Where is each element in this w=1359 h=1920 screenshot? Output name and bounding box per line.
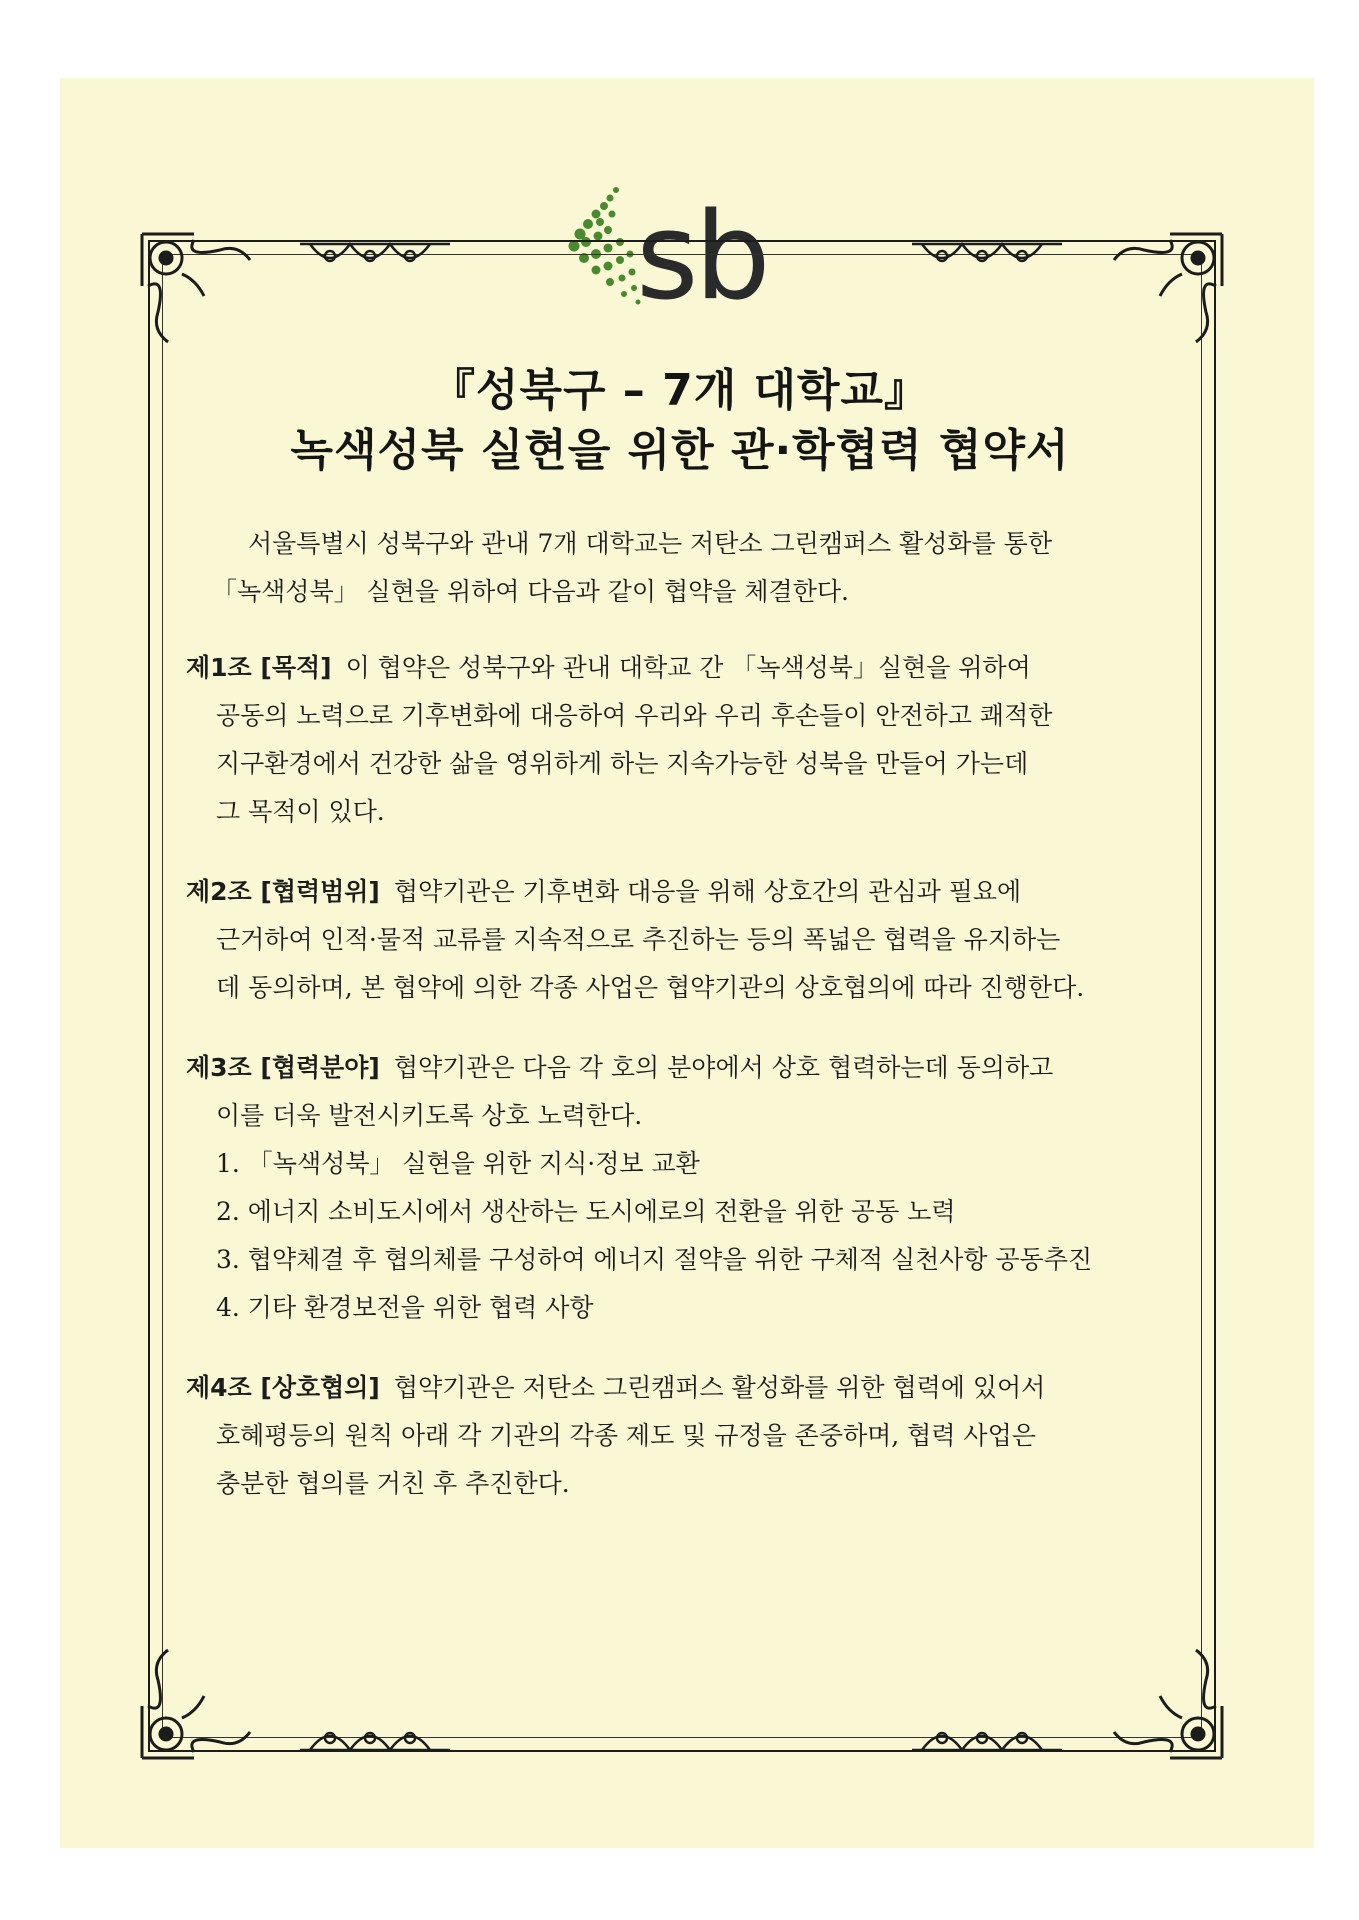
article-3: [186, 1044, 1186, 1332]
document-title-line1: 『성북구 – 7개 대학교』: [430, 365, 930, 416]
intro-line: 서울특별시 성북구와 관내 7개 대학교는 저탄소 그린캠퍼스 활성화를 통한: [248, 529, 1052, 558]
article-line: 협약기관은 저탄소 그린캠퍼스 활성화를 위한 협력에 있어서: [393, 1373, 1046, 1402]
border-knot-ornament: [912, 240, 1062, 276]
article-line: 공동의 노력으로 기후변화에 대응하여 우리와 우리 후손들이 안전하고 쾌적한: [216, 701, 1053, 730]
article-4: [186, 1364, 1186, 1508]
intro-line: 「녹색성북」 실현을 위하여 다음과 같이 협약을 체결한다.: [212, 577, 849, 606]
article-line: 충분한 협의를 거친 후 추진한다.: [216, 1469, 570, 1498]
intro-paragraph: [186, 520, 1186, 616]
article-line: 협약기관은 다음 각 호의 분야에서 상호 협력하는데 동의하고: [393, 1053, 1054, 1082]
article-list-item: 3. 협약체결 후 협의체를 구성하여 에너지 절약을 위한 구체적 실천사항 공동추진: [216, 1245, 1093, 1274]
border-knot-ornament: [912, 1718, 1062, 1754]
article-line: 지구환경에서 건강한 삶을 영위하게 하는 지속가능한 성북을 만들어 가는데: [216, 749, 1029, 778]
article-line: 이를 더욱 발전시키도록 상호 노력한다.: [216, 1101, 643, 1130]
agreement-body: [186, 520, 1186, 1540]
article-2: [186, 868, 1186, 1012]
article-line: 그 목적이 있다.: [216, 797, 385, 826]
corner-ornament-bottom-right: [1102, 1638, 1230, 1766]
logo-text: sb: [636, 188, 767, 318]
article-1: [186, 644, 1186, 836]
article-list-item: 4. 기타 환경보전을 위한 협력 사항: [216, 1293, 594, 1322]
corner-ornament-top-left: [134, 226, 262, 354]
article-line: 근거하여 인적·물적 교류를 지속적으로 추진하는 등의 폭넓은 협력을 유지하는: [216, 925, 1061, 954]
article-line: 데 동의하며, 본 협약에 의한 각종 사업은 협약기관의 상호협의에 따라 진행한다.: [216, 973, 1085, 1002]
article-line: 협약기관은 기후변화 대응을 위해 상호간의 관심과 필요에: [393, 877, 1022, 906]
article-list-item: 1. 「녹색성북」 실현을 위한 지식·정보 교환: [216, 1149, 700, 1178]
document-title-line2: 녹색성북 실현을 위한 관·학협력 협약서: [290, 425, 1070, 476]
article-heading: 제4조 [상호협의]: [186, 1373, 380, 1402]
corner-ornament-bottom-left: [134, 1638, 262, 1766]
article-heading: 제2조 [협력범위]: [186, 877, 380, 906]
corner-ornament-top-right: [1102, 226, 1230, 354]
article-list-item: 2. 에너지 소비도시에서 생산하는 도시에로의 전환을 위한 공동 노력: [216, 1197, 956, 1226]
article-heading: 제3조 [협력분야]: [186, 1053, 380, 1082]
border-knot-ornament: [300, 1718, 450, 1754]
article-line: 이 협약은 성북구와 관내 대학교 간 「녹색성북」실현을 위하여: [345, 653, 1031, 682]
border-knot-ornament: [300, 240, 450, 276]
article-line: 호혜평등의 원칙 아래 각 기관의 각종 제도 및 규정을 존중하며, 협력 사업은: [216, 1421, 1036, 1450]
article-heading: 제1조 [목적]: [186, 653, 332, 682]
